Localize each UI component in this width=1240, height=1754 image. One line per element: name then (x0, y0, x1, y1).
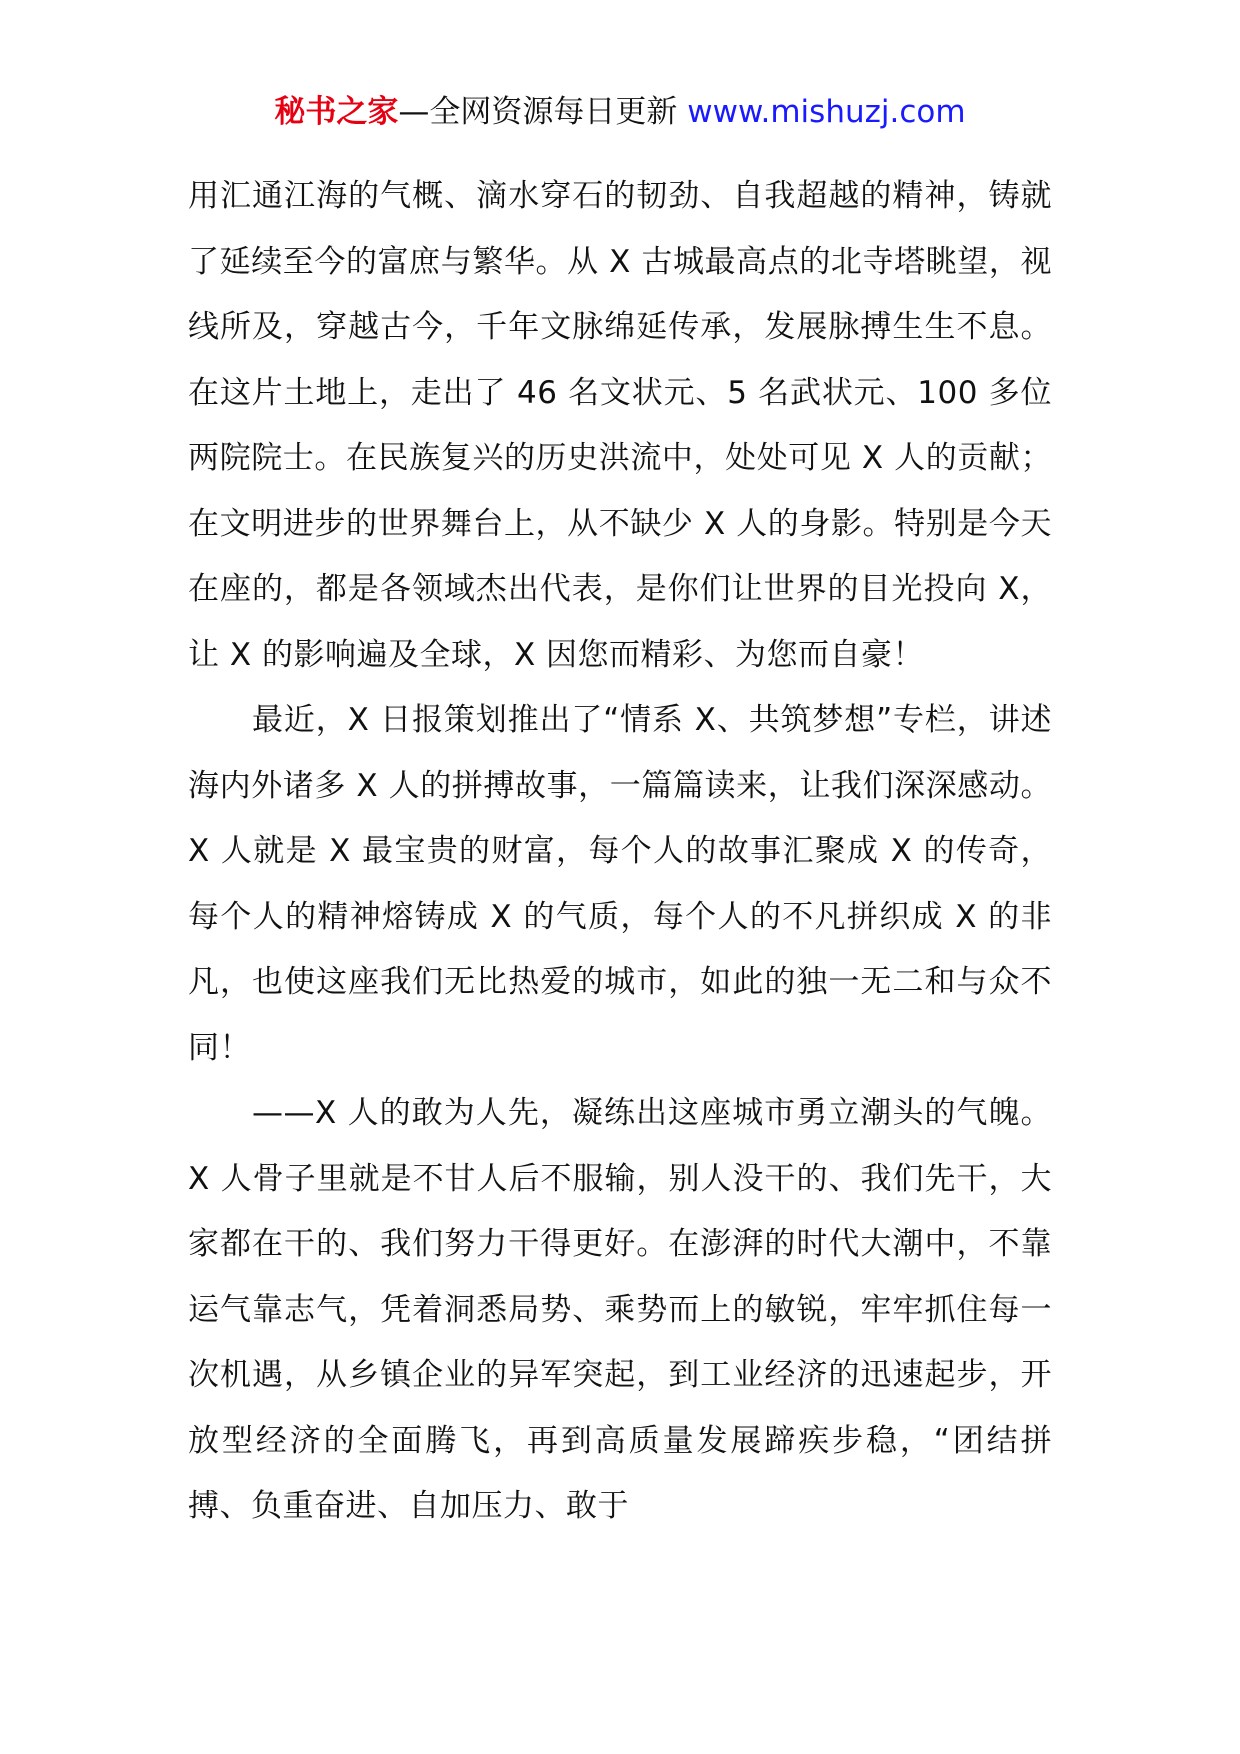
paragraph-1: 用汇通江海的气概、滴水穿石的韧劲、自我超越的精神，铸就了延续至今的富庶与繁华。从 X 古城最高点的北寺塔眺望，视线所及，穿越古今，千年文脉绵延传承，发展脉搏生生不息。在这片土地上，走出了 46 名文状元、5 名武状元、100 多位两院院士。在民族复兴的历史洪流中，处处可见 X 人的贡献；在文明进步的世界舞台上，从不缺少 X 人的身影。特别是今天在座的，都是各领域杰出代表，是你们让世界的目光投向 X，让 X 的影响遍及全球，X 因您而精彩、为您而自豪！ (188, 178, 1052, 673)
header-slogan: —全网资源每日更新 (398, 94, 678, 130)
paragraph-2: 最近，X 日报策划推出了“情系 X、共筑梦想”专栏，讲述海内外诸多 X 人的拼搏故事，一篇篇读来，让我们深深感动。X 人就是 X 最宝贵的财富，每个人的故事汇聚成 X 的传奇，每个人的精神熔铸成 X 的气质，每个人的不凡拼织成 X 的非凡，也使这座我们无比热爱的城市，如此的独一无二和与众不同！ (188, 702, 1052, 1066)
document-body (188, 164, 1052, 1540)
site-url-link[interactable]: www.mishuzj.com (687, 94, 966, 130)
site-header (0, 92, 1240, 132)
paragraph-3: ——X 人的敢为人先，凝练出这座城市勇立潮头的气魄。X 人骨子里就是不甘人后不服输，别人没干的、我们先干，大家都在干的、我们努力干得更好。在澎湃的时代大潮中，不靠运气靠志气，凭着洞悉局势、乘势而上的敏锐，牢牢抓住每一次机遇，从乡镇企业的异军突起，到工业经济的迅速起步，开放型经济的全面腾飞，再到高质量发展蹄疾步稳，“团结拼搏、负重奋进、自加压力、敢于 (188, 1095, 1052, 1524)
brand-name: 秘书之家 (274, 94, 399, 130)
